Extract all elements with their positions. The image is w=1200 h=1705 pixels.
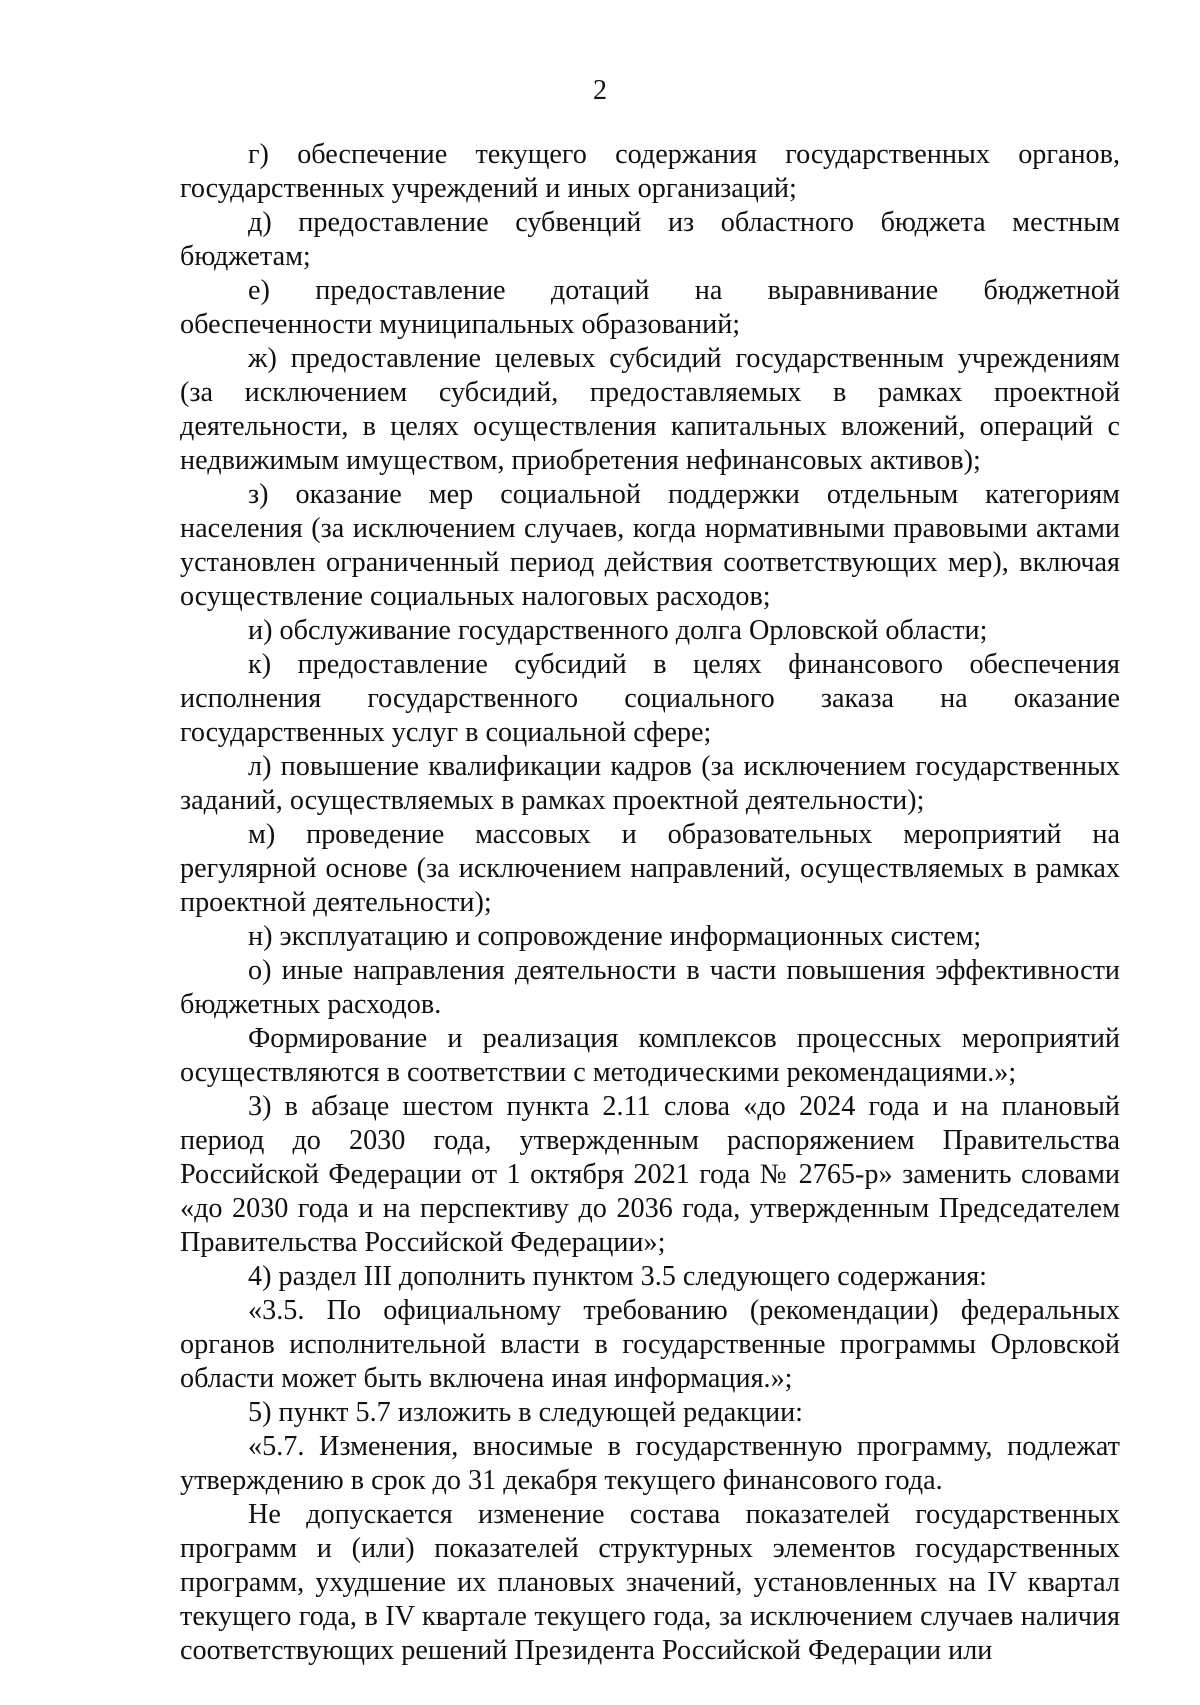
page-number: 2 bbox=[593, 75, 607, 106]
paragraph-item-l: л) повышение квалификации кадров (за исключением государственных заданий, осуществляемых в рамках проектной деятельности); bbox=[180, 751, 1120, 816]
paragraph-processes: Формирование и реализация комплексов процессных мероприятий осуществляются в соответствии с методическими рекомендациями.»; bbox=[180, 1023, 1120, 1088]
paragraph-item-n: н) эксплуатацию и сопровождение информационных систем; bbox=[248, 921, 982, 952]
paragraph-item-zh: ж) предоставление целевых субсидий государственным учреждениям (за исключением субсидий, предоставляемых в рамках проектной деятельности, в целях осуществления капитальных вложений, операций с недвижимым имуществом, приобретения нефинансовых активов); bbox=[180, 343, 1120, 476]
paragraph-item-k: к) предоставление субсидий в целях финансового обеспечения исполнения государственного социального заказа на оказание государственных услуг в социальной сфере; bbox=[180, 649, 1120, 748]
document-body bbox=[180, 138, 1120, 1668]
paragraph-amendment-5: 5) пункт 5.7 изложить в следующей редакции: bbox=[248, 1397, 803, 1428]
paragraph-item-o: о) иные направления деятельности в части повышения эффективности бюджетных расходов. bbox=[180, 955, 1120, 1020]
paragraph-clause-5-7: «5.7. Изменения, вносимые в государственную программу, подлежат утверждению в срок до 31 декабря текущего финансового года. bbox=[180, 1431, 1120, 1496]
paragraph-amendment-4: 4) раздел III дополнить пунктом 3.5 следующего содержания: bbox=[248, 1261, 987, 1292]
paragraph-item-e: е) предоставление дотаций на выравнивание бюджетной обеспеченности муниципальных образований; bbox=[180, 275, 1120, 340]
paragraph-item-g: г) обеспечение текущего содержания государственных органов, государственных учреждений и иных организаций; bbox=[180, 139, 1120, 204]
paragraph-item-z: з) оказание мер социальной поддержки отдельным категориям населения (за исключением случаев, когда нормативными правовыми актами установлен ограниченный период действия соответствующих мер), включая осуществление социальных налоговых расходов; bbox=[180, 479, 1120, 612]
paragraph-clause-3-5: «3.5. По официальному требованию (рекомендации) федеральных органов исполнительной власти в государственные программы Орловской области может быть включена иная информация.»; bbox=[180, 1295, 1120, 1394]
paragraph-amendment-3: 3) в абзаце шестом пункта 2.11 слова «до 2024 года и на плановый период до 2030 года, утвержденным распоряжением Правительства Российской Федерации от 1 октября 2021 года № 2765-р» заменить словами «до 2030 года и на перспективу до 2036 года, утвержденным Председателем Правительства Российской Федерации»; bbox=[180, 1091, 1120, 1258]
paragraph-item-d: д) предоставление субвенций из областного бюджета местным бюджетам; bbox=[180, 207, 1120, 272]
paragraph-item-i: и) обслуживание государственного долга Орловской области; bbox=[248, 615, 988, 646]
paragraph-item-m: м) проведение массовых и образовательных мероприятий на регулярной основе (за исключением направлений, осуществляемых в рамках проектной деятельности); bbox=[180, 819, 1120, 918]
paragraph-not-allowed: Не допускается изменение состава показателей государственных программ и (или) показателей структурных элементов государственных программ, ухудшение их плановых значений, установленных на IV квартал текущего года, в IV квартале текущего года, за исключением случаев наличия соответствующих решений Президента Российской Федерации или bbox=[180, 1499, 1120, 1666]
